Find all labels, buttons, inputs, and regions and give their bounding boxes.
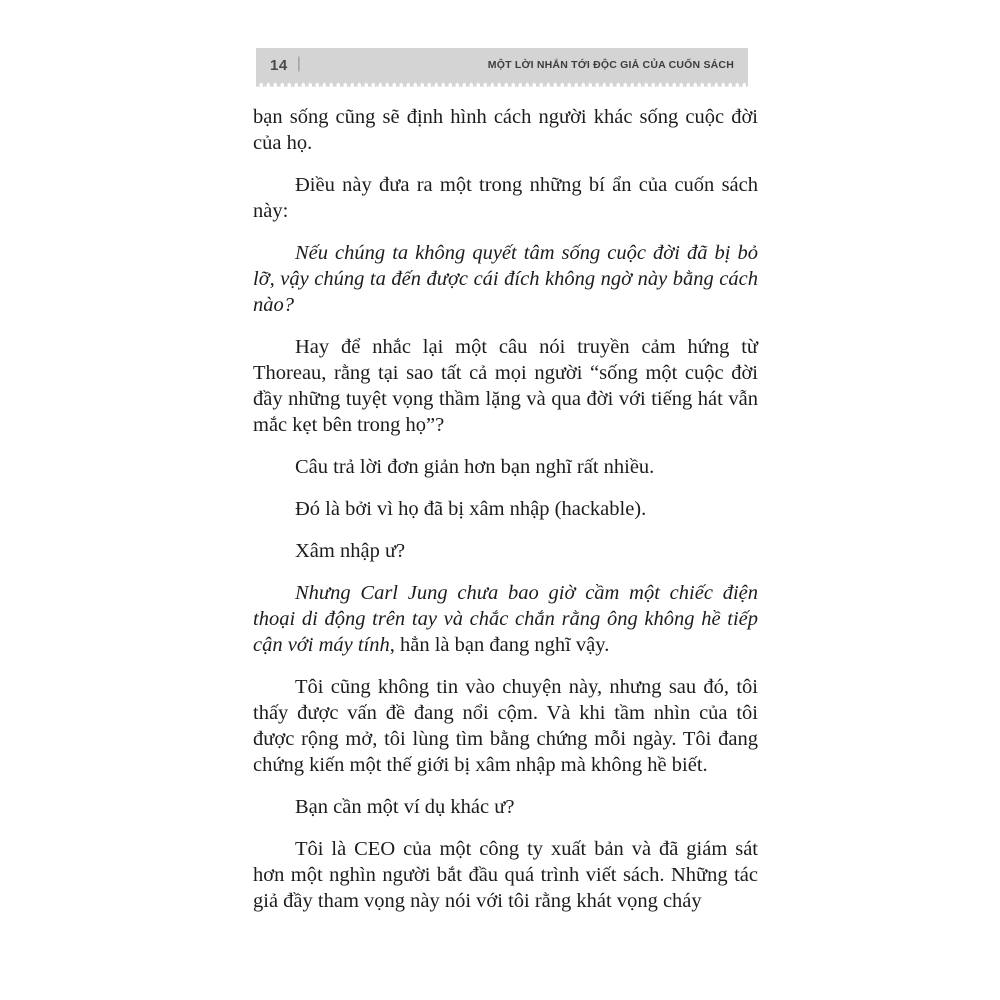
paragraph (253, 580, 758, 658)
paragraph (253, 104, 758, 156)
paragraph (253, 334, 758, 438)
perforated-edge (256, 82, 748, 87)
paragraph-segment: Đó là bởi vì họ đã bị xâm nhập (hackable). (295, 498, 647, 520)
paragraph (253, 538, 758, 564)
paragraph (253, 240, 758, 318)
paragraph-segment: bạn sống cũng sẽ định hình cách người khác sống cuộc đời của họ. (253, 106, 758, 154)
paragraph-segment-italic: Nhưng Carl Jung chưa bao giờ cầm một chiếc điện thoại di động trên tay và chắc chắn rằng ông không hề tiếp cận với máy tính (253, 582, 758, 656)
paragraph-segment: Điều này đưa ra một trong những bí ẩn của cuốn sách này: (253, 174, 758, 222)
paragraph-segment: Tôi cũng không tin vào chuyện này, nhưng sau đó, tôi thấy được vấn đề đang nổi cộm. Và khi tầm nhìn của tôi được rộng mở, tôi lùng tìm bằng chứng mỗi ngày. Tôi đang chứng kiến một thế giới bị xâm nhập mà không hề biết. (253, 676, 758, 776)
running-title: MỘT LỜI NHẮN TỚI ĐỘC GIẢ CỦA CUỐN SÁCH (487, 59, 734, 71)
paragraph (253, 172, 758, 224)
header-band (256, 48, 748, 82)
paragraph-segment: Hay để nhắc lại một câu nói truyền cảm hứng từ Thoreau, rằng tại sao tất cả mọi người “sống một cuộc đời đầy những tuyệt vọng thầm lặng và qua đời với tiếng hát vẫn mắc kẹt bên trong họ”? (253, 336, 758, 436)
paragraph-segment-italic: Nếu chúng ta không quyết tâm sống cuộc đời đã bị bỏ lỡ, vậy chúng ta đến được cái đích không ngờ này bằng cách nào? (253, 242, 758, 316)
page-number: 14 (270, 56, 288, 74)
paragraph-segment: Bạn cần một ví dụ khác ư? (295, 796, 515, 818)
paragraph-segment: Câu trả lời đơn giản hơn bạn nghĩ rất nhiều. (295, 456, 655, 478)
paragraph (253, 794, 758, 820)
paragraph-segment: , hẳn là bạn đang nghĩ vậy. (389, 634, 610, 656)
paragraph (253, 836, 758, 914)
paragraph-segment: Xâm nhập ư? (295, 540, 406, 562)
paragraph (253, 496, 758, 522)
header-divider: | (296, 55, 301, 72)
paragraph (253, 454, 758, 480)
paragraph (253, 674, 758, 778)
page-header (256, 48, 748, 87)
paragraph-segment: Tôi là CEO của một công ty xuất bản và đã giám sát hơn một nghìn người bắt đầu quá trình viết sách. Những tác giả đầy tham vọng này nói với tôi rằng khát vọng cháy (253, 838, 758, 912)
body-paragraphs (253, 104, 758, 930)
